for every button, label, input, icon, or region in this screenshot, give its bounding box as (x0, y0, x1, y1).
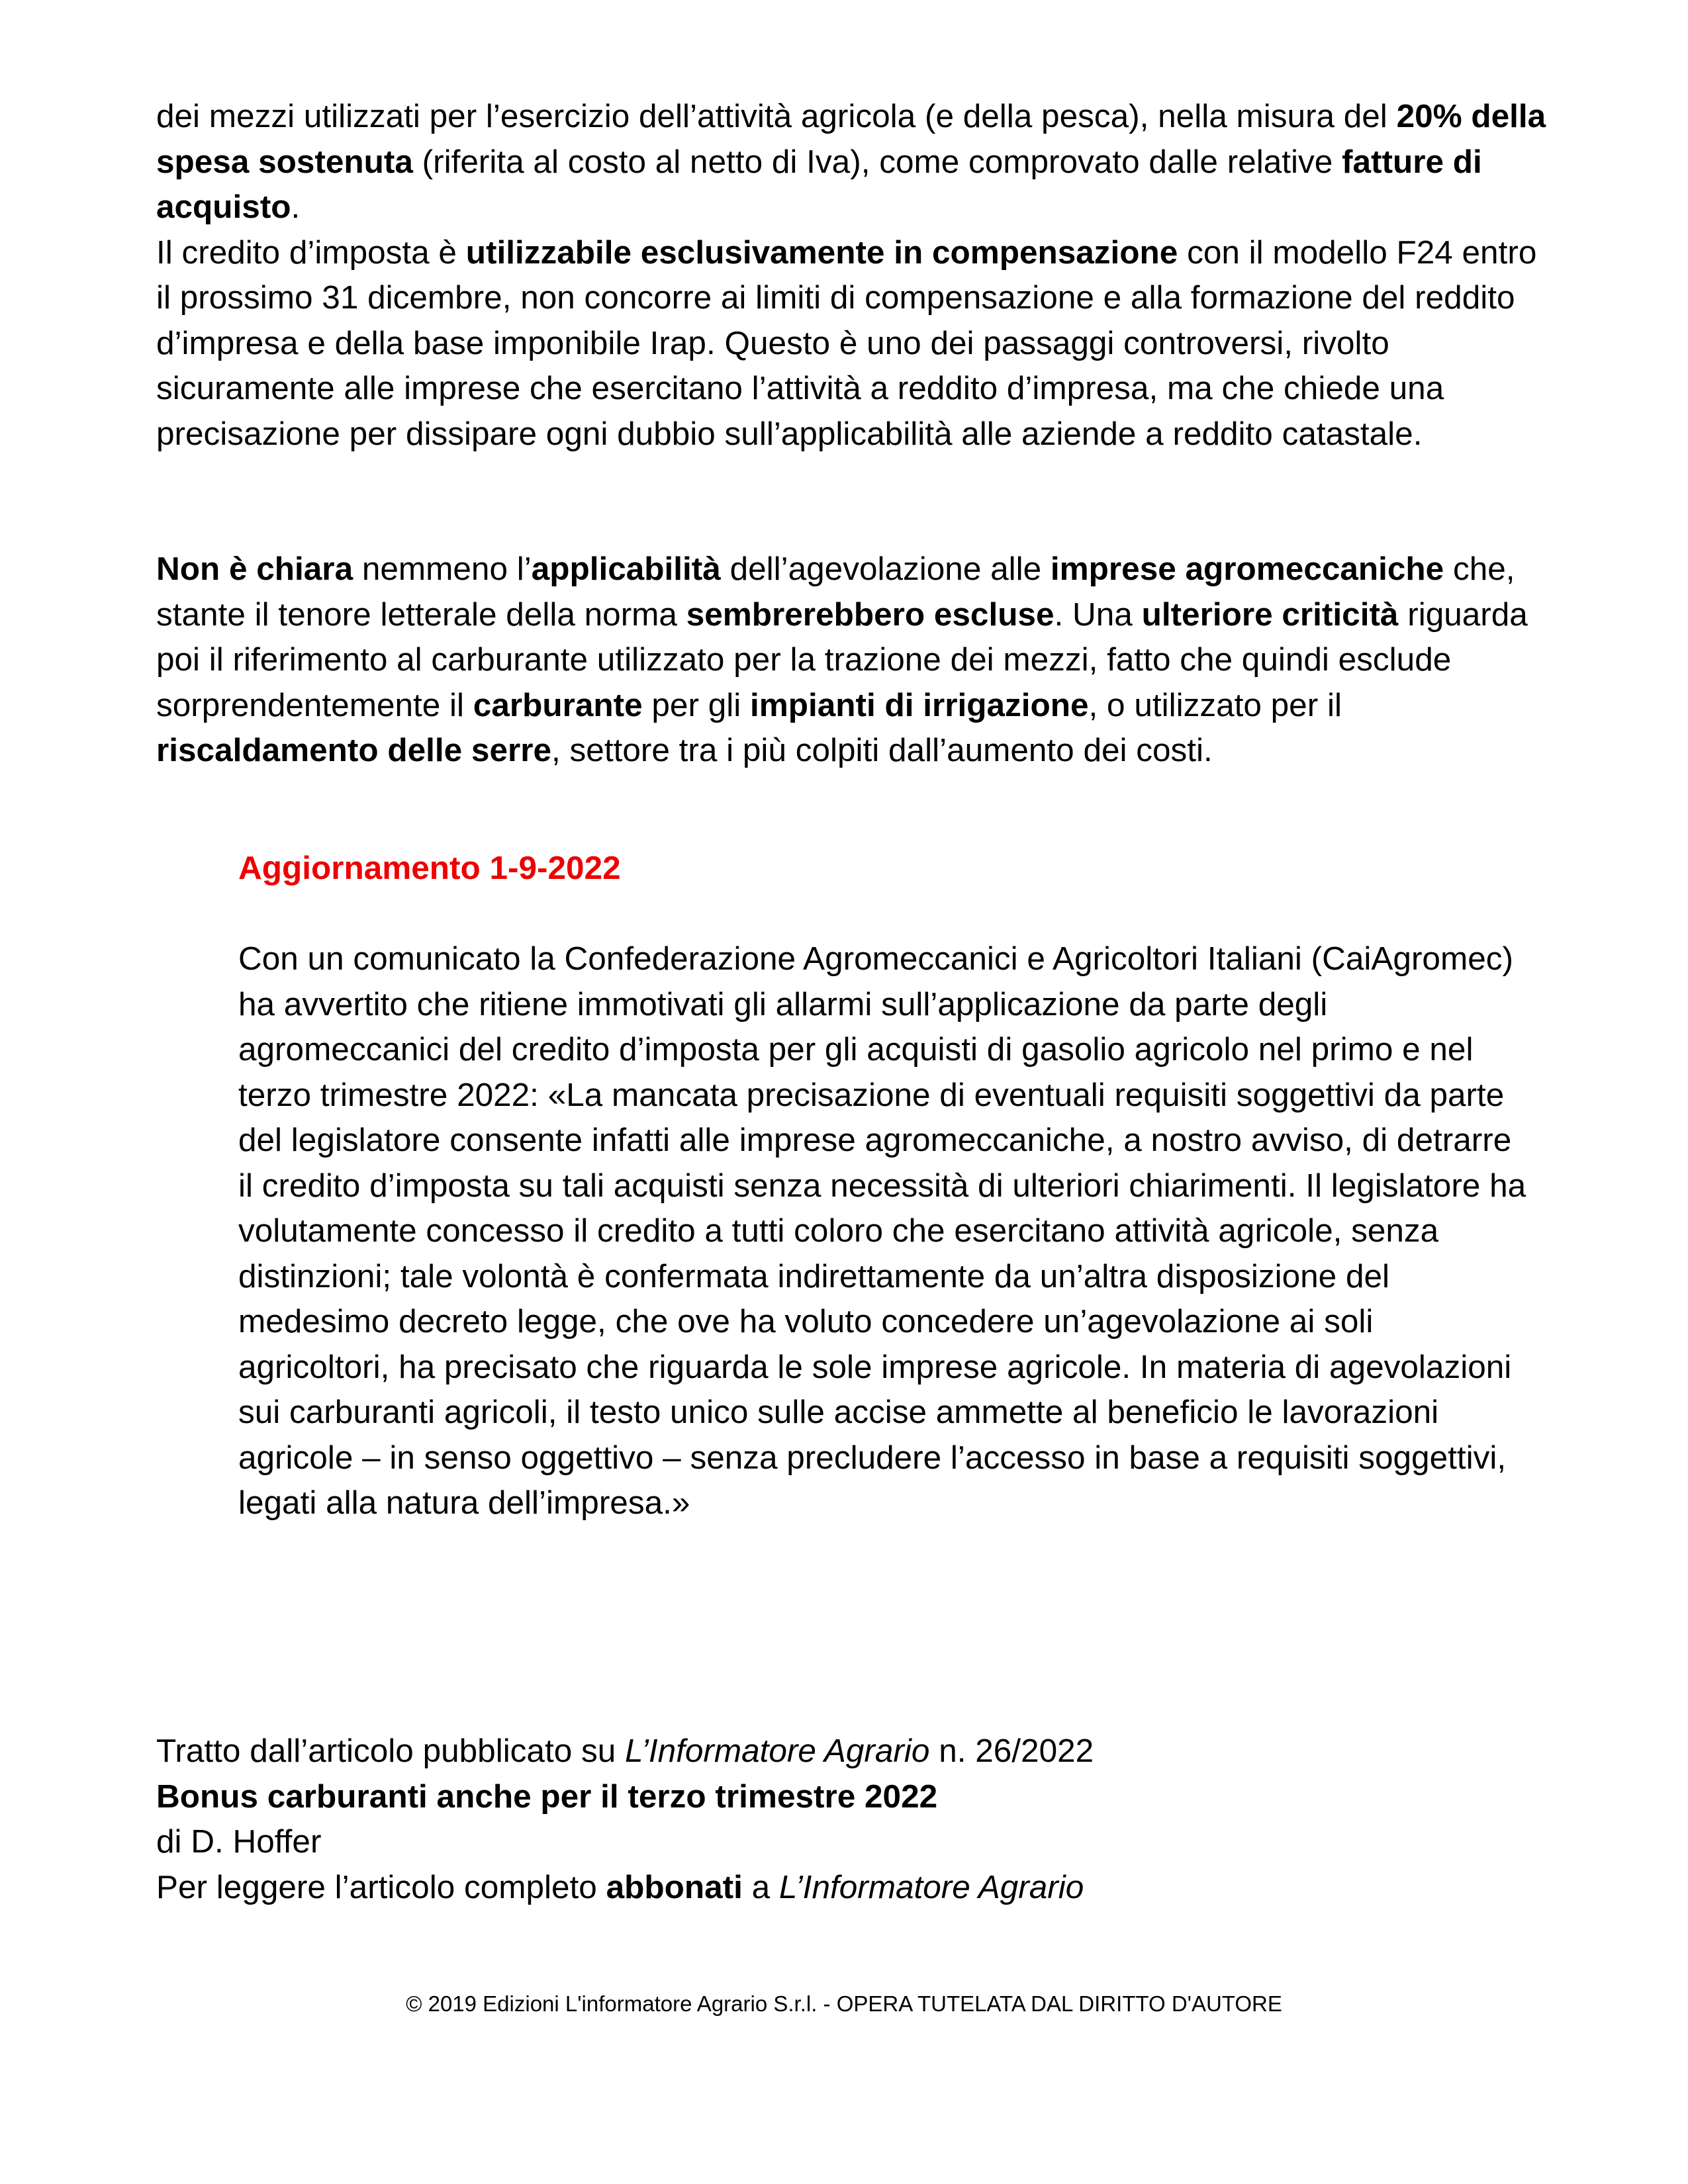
magazine-name: L’Informatore Agrario (778, 1868, 1084, 1905)
bold-phrase: fatture di acquisto (156, 143, 1482, 225)
copyright-footer: © 2019 Edizioni L'informatore Agrario S.r.l. - OPERA TUTELATA DAL DIRITTO D'AUTORE (406, 1991, 1282, 2016)
bold-phrase: riscaldamento delle serre (156, 732, 552, 768)
source-attribution (156, 1729, 1560, 1910)
article-title: Bonus carburanti anche per il terzo trimestre 2022 (156, 1778, 938, 1815)
bold-phrase: utilizzabile esclusivamente in compensazione (465, 234, 1178, 271)
bold-phrase: applicabilità (531, 551, 721, 587)
paragraph-text: dei mezzi utilizzati per l’esercizio dell’attività agricola (e della pesca), nella misura del 20% della spesa sostenuta (riferita al costo al netto di Iva), come comprovato dalle relative fatture di acquisto. (156, 98, 1546, 225)
bold-phrase: ulteriore criticità (1141, 596, 1399, 633)
paragraph-criticism (156, 547, 1560, 774)
bold-phrase: carburante (473, 686, 643, 723)
bold-phrase: sembrerebbero escluse (686, 596, 1055, 633)
bold-phrase: impianti di irrigazione (749, 686, 1089, 723)
source-line: Tratto dall’articolo pubblicato su L’Informatore Agrario n. 26/2022 (156, 1733, 1094, 1769)
bold-phrase: 20% della spesa sostenuta (156, 98, 1546, 180)
paragraph-text: Non è chiara nemmeno l’applicabilità dell’agevolazione alle imprese agromeccaniche che, stante il tenore letterale della norma sembrerebbero escluse. Una ulteriore criticità riguarda poi il riferimento al carburante utilizzato per la trazione dei mezzi, fatto che quindi esclude sorprendentemente il carburante per gli impianti di irrigazione, o utilizzato per il riscaldamento delle serre, settore tra i più colpiti dall’aumento dei costi. (156, 551, 1528, 768)
bold-phrase: imprese agromeccaniche (1050, 551, 1444, 587)
update-body: Con un comunicato la Confederazione Agromeccanici e Agricoltori Italiani (CaiAgromec) ha avvertito che ritiene immotivati gli allarmi sull’applicazione da parte degli agromeccanici del credito d’imposta per gli acquisti di gasolio agricolo nel primo e nel terzo trimestre 2022: «La mancata precisazione di eventuali requisiti soggettivi da parte del legislatore consente infatti alle imprese agromeccaniche, a nostro avviso, di detrarre il credito d’imposta su tali acquisti senza necessità di ulteriori chiarimenti. Il legislatore ha volutamente concesso il credito a tutti coloro che esercitano attività agricole, senza distinzioni; tale volontà è confermata indirettamente da un’altra disposizione del medesimo decreto legge, che ove ha voluto concedere un’agevolazione ai soli agricoltori, ha precisato che riguarda le sole imprese agricole. In materia di agevolazioni sui carburanti agricoli, il testo unico sulle accise ammette al beneficio le lavorazioni agricole – in senso oggettivo – senza precludere l’accesso in base a requisiti soggettivi, legati alla natura dell’impresa.» (238, 940, 1526, 1521)
subscribe-line: Per leggere l’articolo completo abbonati a L’Informatore Agrario (156, 1868, 1084, 1905)
bold-phrase: Non è chiara (156, 551, 353, 587)
update-heading: Aggiornamento 1-9-2022 (238, 850, 621, 886)
magazine-name: L’Informatore Agrario (625, 1733, 930, 1769)
paragraph-tax-credit (156, 94, 1560, 457)
subscribe-link[interactable]: abbonati (606, 1868, 743, 1905)
paragraph-text: Il credito d’imposta è utilizzabile esclusivamente in compensazione con il modello F24 entro il prossimo 31 dicembre, non concorre ai limiti di compensazione e alla formazione del reddito d’impresa e della base imponibile Irap. Questo è uno dei passaggi controversi, rivolto sicuramente alle imprese che esercitano l’attività a reddito d’impresa, ma che chiede una precisazione per dissipare ogni dubbio sull’applicabilità alle aziende a reddito catastale. (156, 234, 1537, 452)
article-author: di D. Hoffer (156, 1823, 322, 1860)
